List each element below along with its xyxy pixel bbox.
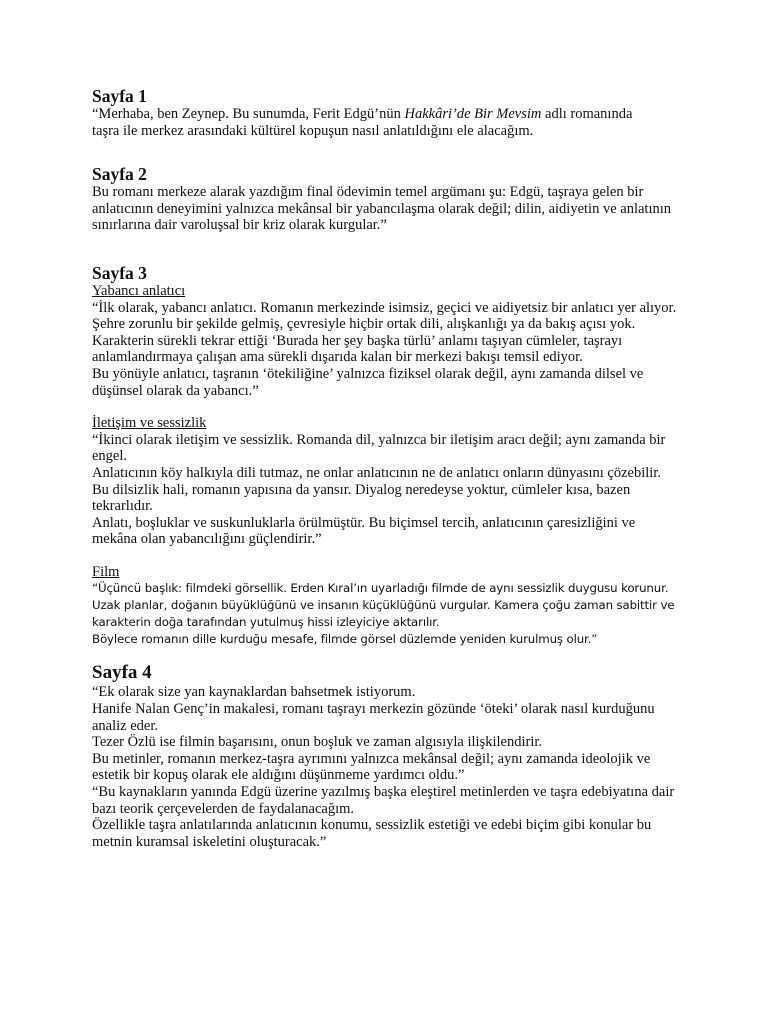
section-paragraph: Bu dilsizlik hali, romanın yapısına da yansır. Diyalog neredeyse yoktur, cümleler kısa, bazen tekrarlıdır. [92,481,631,515]
page4-heading: Sayfa 4 [92,662,152,684]
page3-heading: Sayfa 3 [92,262,147,283]
section-paragraph: Böylece romanın dille kurduğu mesafe, filmde görsel düzlemde yeniden kurulmuş olur.” [92,632,598,647]
section-title-iletisim-ve-sessizlik: İletişim ve sessizlik [92,415,207,432]
page2-paragraph: Bu romanı merkeze alarak yazdığım final ödevimin temel argümanı şu: Edgü, taşraya gelen bir anlatıcının deneyimini yalnızca mekânsal bir yabancılaşma olarak değil; dilin, aidiyetin ve anlatının sınırlarına dair varoluşsal bir kriz olarak kurgular.” [92,184,672,234]
section-paragraph: “İlk olarak, yabancı anlatıcı. Romanın merkezinde isimsiz, geçici ve aidiyetsiz bir anlatıcı yer alıyor. [92,299,677,316]
book-title: Hakkâri’de Bir Mevsim [404,106,542,122]
document-page [92,86,682,850]
page4-paragraph: Bu metinler, romanın merkez-taşra ayrımını yalnızca mekânsal değil; aynı zamanda ideolojik ve estetik bir kopuş olarak ele aldığını düşünmeme yardımcı oldu.” [92,750,651,784]
page4-paragraph: Hanife Nalan Genç’in makalesi, romanı taşrayı merkezin gözünde ‘öteki’ olarak nasıl kurduğunu analiz eder. [92,701,655,734]
page4-paragraph: Tezer Özlü ise filmin başarısını, onun boşluk ve zaman algısıyla ilişkilendirir. [92,734,542,751]
section-title-yabanci-anlatici: Yabancı anlatıcı [92,282,186,299]
page1-text-start: “Merhaba, ben Zeynep. Bu sunumda, Ferit Edgü’nün [92,106,405,122]
page1-heading: Sayfa 1 [92,86,147,106]
page4-paragraph: Özellikle taşra anlatılarında anlatıcının konumu, sessizlik estetiği ve edebi biçim gibi konular bu metnin kuramsal iskeletini oluşturacak.” [92,817,652,850]
section-paragraph: Şehre zorunlu bir şekilde gelmiş, çevresiyle hiçbir ortak dili, alışkanlığı ya da bakış açısı yok. [92,316,636,333]
page1-text-end: taşra ile merkez arasındaki kültürel kopuşun nasıl anlatıldığını ele alacağım. [92,122,534,139]
section-paragraph: Anlatı, boşluklar ve suskunluklarla örülmüştür. Bu biçimsel tercih, anlatıcının çaresizliğini ve mekâna olan yabancılığını güçlendirir.” [92,514,636,548]
section-paragraph: “Üçüncü başlık: filmdeki görsellik. Erden Kıral’ın uyarladığı filmde de aynı sessizlik duygusu korunur. [92,581,669,596]
page1-text-after-title: adlı romanında [541,106,633,122]
page4-paragraph: “Ek olarak size yan kaynaklardan bahsetmek istiyorum. [92,684,416,701]
section-title-film: Film [92,563,120,580]
section-paragraph: Uzak planlar, doğanın büyüklüğünü ve insanın küçüklüğünü vurgular. Kamera çoğu zaman sabittir ve karakterin doğa tarafından yutulmuş hissi izleyiciye aktarılır. [92,598,675,630]
page1-paragraph [92,106,682,139]
section-paragraph: Karakterin sürekli tekrar ettiği ‘Burada her şey başka türlü’ anlamı taşıyan cümleler, taşrayı anlamlandırmaya çalışan ama sürekli dışarıda kalan bir merkezi bakışı temsil ediyor. [92,332,623,366]
section-paragraph: Bu yönüyle anlatıcı, taşranın ‘ötekiliğine’ yalnızca fiziksel olarak değil, aynı zamanda dilsel ve düşünsel olarak da yabancı.” [92,365,644,399]
page4-paragraph: “Bu kaynakların yanında Edgü üzerine yazılmış başka eleştirel metinlerden ve taşra edebiyatına dair bazı teorik çerçevelerden de faydalanacağım. [92,784,675,817]
section-paragraph: “İkinci olarak iletişim ve sessizlik. Romanda dil, yalnızca bir iletişim aracı değil; aynı zamanda bir engel. [92,431,666,465]
section-paragraph: Anlatıcının köy halkıyla dili tutmaz, ne onlar anlatıcının ne de anlatıcı onların dünyasını çözebilir. [92,464,661,481]
page2-heading: Sayfa 2 [92,164,147,185]
